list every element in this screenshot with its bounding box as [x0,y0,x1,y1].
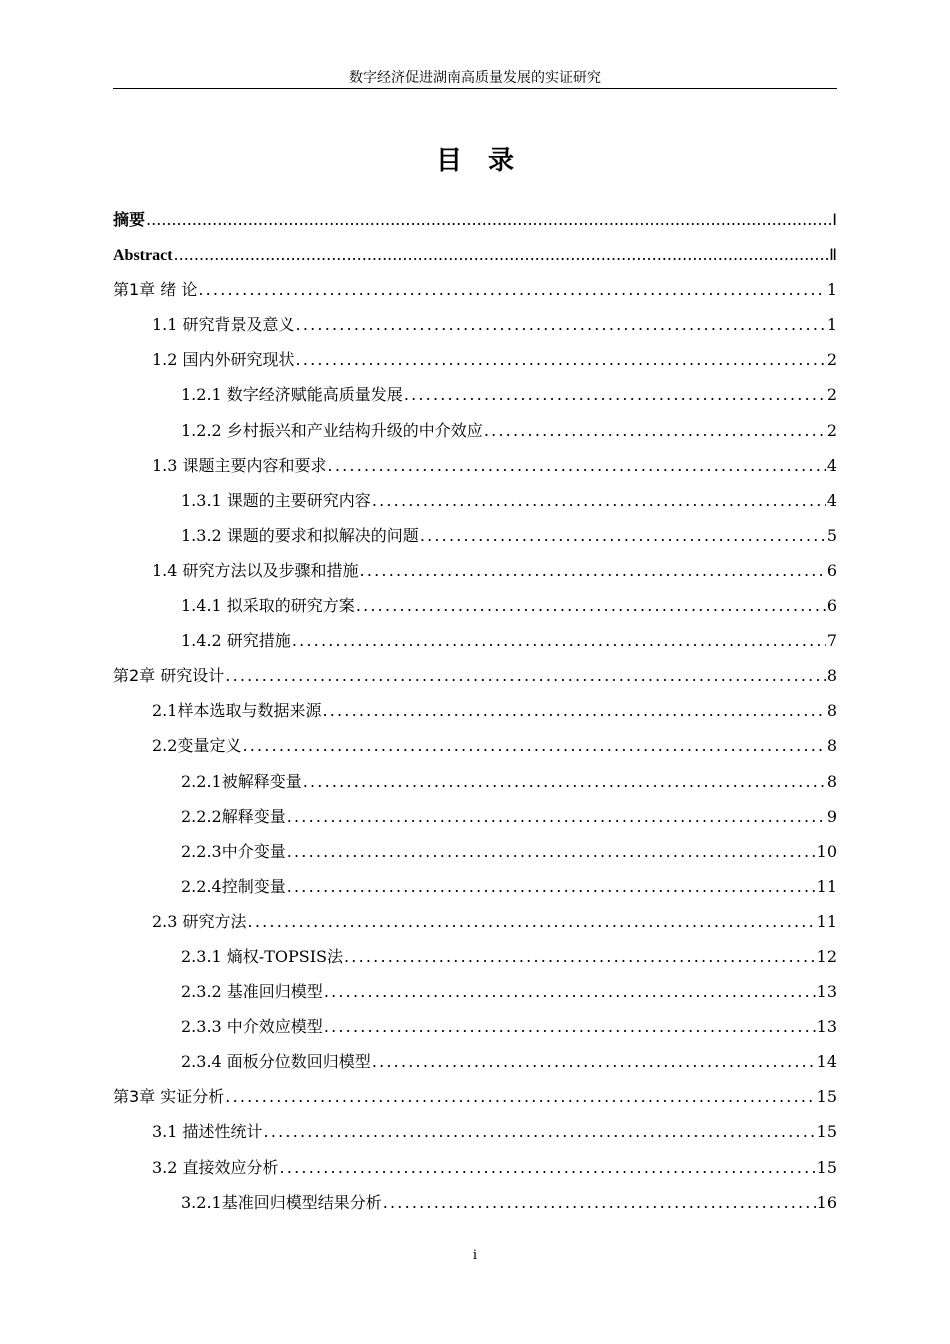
toc-dot-leader [292,623,826,658]
toc-entry[interactable] [113,1114,837,1149]
toc-dot-leader [287,799,826,834]
running-header-text: 数字经济促进湖南高质量发展的实证研究 [349,70,601,86]
toc-entry-label: 2.3 研究方法 [152,911,247,931]
toc-entry-page: 4 [826,455,837,475]
toc-dot-leader [324,974,816,1009]
toc-entry-page: 10 [816,841,837,861]
toc-entry-label: 2.2.3中介变量 [181,841,286,861]
toc-dot-leader [287,834,816,869]
toc-entry-page: Ⅱ [829,247,837,265]
toc-entry-label: 第1章 绪 论 [113,280,198,300]
toc-dot-leader [248,904,816,939]
toc-entry[interactable] [113,377,837,412]
toc-entry-label: Abstract [113,247,173,265]
toc-entry-page: 13 [816,982,837,1002]
toc-entry-label: 2.2.2解释变量 [181,806,286,826]
toc-entry-page: 6 [826,560,837,580]
table-of-contents [113,202,837,1220]
toc-entry-label: 1.1 研究背景及意义 [152,315,295,335]
toc-entry-page: 6 [826,596,837,616]
toc-entry-label: 1.4 研究方法以及步骤和措施 [152,560,359,580]
toc-entry-label: 2.2变量定义 [152,736,242,756]
toc-entry-label: 1.2 国内外研究现状 [152,350,295,370]
toc-entry[interactable] [113,939,837,974]
toc-entry-page: Ⅰ [832,212,837,229]
toc-dot-leader [303,764,826,799]
toc-entry[interactable] [113,658,837,693]
toc-entry[interactable] [113,764,837,799]
toc-entry-label: 摘要 [113,212,146,229]
toc-entry-page: 2 [826,385,837,405]
toc-entry-page: 8 [826,701,837,721]
toc-entry[interactable] [113,553,837,588]
toc-entry-page: 8 [826,736,837,756]
page-title: 目录 [435,146,540,176]
toc-dot-leader [324,1009,816,1044]
toc-dot-leader [146,202,831,237]
toc-entry-label: 2.3.3 中介效应模型 [181,1017,323,1037]
toc-entry-page: 1 [826,280,837,300]
toc-entry-page: 11 [816,876,837,896]
toc-entry[interactable] [113,799,837,834]
toc-entry-label: 2.3.4 面板分位数回归模型 [181,1052,371,1072]
toc-dot-leader [420,518,826,553]
toc-dot-leader [484,413,826,448]
running-header [113,68,837,89]
toc-entry-label: 2.2.1被解释变量 [181,771,302,791]
toc-entry-page: 11 [816,911,837,931]
toc-dot-leader [372,483,826,518]
toc-entry-page: 7 [826,631,837,651]
toc-entry-label: 1.2.2 乡村振兴和产业结构升级的中介效应 [181,420,483,440]
toc-entry[interactable] [113,1150,837,1185]
toc-entry[interactable] [113,272,837,307]
toc-entry-page: 4 [826,490,837,510]
toc-dot-leader [287,869,816,904]
toc-dot-leader [242,728,825,763]
toc-entry-label: 1.2.1 数字经济赋能高质量发展 [181,385,403,405]
toc-dot-leader [174,237,829,272]
toc-dot-leader [280,1150,816,1185]
toc-entry[interactable] [113,1185,837,1220]
toc-entry[interactable] [113,1009,837,1044]
toc-entry[interactable] [113,413,837,448]
toc-entry-label: 3.2.1基准回归模型结果分析 [181,1192,382,1212]
toc-entry[interactable] [113,728,837,763]
toc-entry[interactable] [113,237,837,272]
toc-dot-leader [383,1185,816,1220]
toc-dot-leader [322,693,825,728]
toc-entry-label: 3.1 描述性统计 [152,1122,263,1142]
toc-entry-label: 1.3.1 课题的主要研究内容 [181,490,371,510]
toc-entry[interactable] [113,202,837,237]
toc-entry-page: 16 [816,1192,837,1212]
toc-entry-page: 9 [826,806,837,826]
toc-dot-leader [360,553,826,588]
toc-entry-label: 2.3.1 熵权-TOPSIS法 [181,946,344,966]
toc-entry-page: 15 [816,1157,837,1177]
toc-entry-page: 12 [816,946,837,966]
toc-entry-label: 1.3.2 课题的要求和拟解决的问题 [181,525,419,545]
toc-entry[interactable] [113,693,837,728]
toc-entry-label: 1.3 课题主要内容和要求 [152,455,327,475]
toc-entry-page: 2 [826,350,837,370]
toc-dot-leader [404,377,826,412]
toc-entry-page: 15 [816,1087,837,1107]
toc-entry[interactable] [113,834,837,869]
toc-entry-page: 2 [826,420,837,440]
toc-entry-page: 13 [816,1017,837,1037]
toc-entry[interactable] [113,869,837,904]
toc-entry-page: 1 [826,315,837,335]
toc-entry[interactable] [113,483,837,518]
toc-entry-page: 8 [826,666,837,686]
page-number-footer [0,1248,950,1263]
toc-entry[interactable] [113,1044,837,1079]
toc-entry-page: 8 [826,771,837,791]
toc-dot-leader [225,658,826,693]
toc-entry-label: 第3章 实证分析 [113,1087,225,1107]
toc-entry-page: 14 [816,1052,837,1072]
toc-entry[interactable] [113,342,837,377]
toc-entry-label: 3.2 直接效应分析 [152,1157,279,1177]
toc-dot-leader [225,1079,815,1114]
toc-dot-leader [344,939,816,974]
toc-entry[interactable] [113,904,837,939]
toc-dot-leader [296,342,826,377]
toc-dot-leader [264,1114,816,1149]
toc-entry-label: 2.3.2 基准回归模型 [181,982,323,1002]
toc-entry[interactable] [113,974,837,1009]
toc-entry-label: 第2章 研究设计 [113,666,225,686]
toc-dot-leader [296,307,826,342]
toc-entry[interactable] [113,623,837,658]
toc-entry[interactable] [113,588,837,623]
toc-dot-leader [372,1044,816,1079]
toc-entry-label: 1.4.2 研究措施 [181,631,291,651]
page-number: i [472,1248,478,1263]
toc-entry-label: 2.2.4控制变量 [181,876,286,896]
toc-entry-page: 5 [826,525,837,545]
toc-entry[interactable] [113,448,837,483]
toc-entry[interactable] [113,518,837,553]
toc-entry-label: 1.4.1 拟采取的研究方案 [181,596,355,616]
toc-entry-label: 2.1样本选取与数据来源 [152,701,322,721]
toc-entry[interactable] [113,307,837,342]
toc-dot-leader [356,588,826,623]
toc-entry[interactable] [113,1079,837,1114]
toc-entry-page: 15 [816,1122,837,1142]
toc-dot-leader [328,448,826,483]
toc-dot-leader [198,272,825,307]
